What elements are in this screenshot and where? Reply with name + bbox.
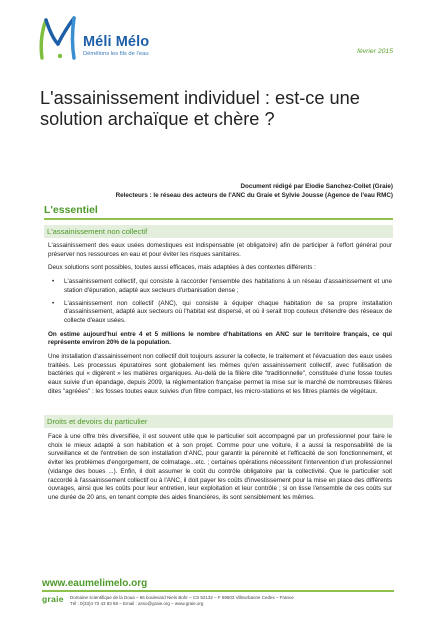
paragraph: Deux solutions sont possibles, toutes aussi efficaces, mais adaptées à des contextes différents : [48, 264, 316, 272]
paragraph: Face à une offre très diversifiée, il est souvent utile que le particulier soit accompagné par un professionnel pour faire le choix le mieux adapté à son habitation et à son projet. Comme pour une voiture, il a aussi la responsabilité de la surveillance et de l'entretien de son installation d'ANC, pour garantir la pérennité et l'efficacité de son fonctionnement, et éviter les problèmes d'engorgement, de colmatage...etc. ; certaines opérations nécessitent l'intervention d'un professionnel (vidange des boues ...). Enfin, il doit assumer le coût du contrôle obligatoire par la collectivité. Que le particulier soit raccordé à l'assainissement collectif ou à l'ANC, il doit payer les coûts d'investissement pour la mise en place des différents ouvrages, ainsi que les coûts pour leur entretien, leur exploitation et leur contrôle ; si on lisse l'ensemble de ces coûts sur une durée de 20 ans, en tenant compte des aides financières, ils sont sensiblement les mêmes. [48, 433, 392, 501]
subsection-title: Droits et devoirs du particulier [47, 416, 148, 426]
paragraph-emphasis: On estime aujourd'hui entre 4 et 5 millions le nombre d'habitations en ANC sur le territoire français, ce qui représente environ 20% de la population. [48, 330, 392, 347]
list-item: • L'assainissement collectif, qui consiste à raccorder l'ensemble des habitations à un réseau d'assainissement et une station d'épuration, adapté aux secteurs d'urbanisation dense ; [52, 278, 392, 294]
bullet-icon: • [52, 299, 55, 307]
website-link[interactable]: www.eaumelimelo.org [42, 578, 148, 589]
section-divider [44, 218, 393, 220]
authors-block [53, 182, 393, 200]
footer-address [70, 595, 400, 607]
logo-mark-icon [36, 14, 82, 62]
solutions-list [48, 278, 392, 326]
list-item: • L'assainissement non collectif (ANC), qui consiste à équiper chaque habitation de sa propre installation d'assainissement, adapté aux secteurs où l'habitat est dispersé, et où il serait trop couteux d'étendre des réseaux de collecte d'eaux usées. [52, 299, 392, 324]
subsection-header-anc [44, 225, 393, 238]
subsection-body-rights [48, 433, 392, 508]
subsection-header-rights [44, 415, 393, 428]
graie-logo: graie [42, 594, 64, 604]
author-line: Document rédigé par Elodie Sanchez-Collet (Graie) [240, 183, 393, 190]
address-line: Domaine scientifique de la Doua – 66 boulevard Niels Bohr – CS 52132 – F 69603 Villeurbanne Cedex – France [70, 595, 294, 600]
footer-divider [42, 590, 394, 592]
publication-date: février 2015 [357, 48, 393, 55]
paragraph: L'assainissement des eaux usées domestiques est indispensable (et obligatoire) afin de participer à l'effort général pour préserver nos ressources en eau et pour éviter les risques sanitaires. [48, 242, 392, 258]
logo-name: Méli Mélo [83, 34, 150, 50]
bullet-icon: • [52, 278, 55, 286]
paragraph: Une installation d'assainissement non collectif doit toujours assurer la collecte, le traitement et l'évacuation des eaux usées traitées. Les processus épuratoires sont globalement les mêmes qu'en assainissement collectif, avec l'utilisation de bactéries qui « digèrent » les matières organiques. Au-delà de la filière dite "traditionnelle", constituée d'une fosse toutes eaux suivie d'un épandage, depuis 2009, la réglementation française permet la mise sur le marché de nombreuses filières dites "agréées" : les fosses toutes eaux suivies d'un filtre compact, les micro-stations et les filtres plantés de végétaux. [48, 353, 392, 395]
logo-tagline: Démêlons les fils de l'eau [83, 51, 149, 57]
subsection-body-anc [48, 242, 392, 402]
subsection-title: L'assainissement non collectif [47, 226, 148, 236]
contact-line: Tél : 0(33)4 72 43 83 68 – Email : asso@graie.org – www.graie.org [70, 601, 204, 606]
document-title: L'assainissement individuel : est-ce une solution archaïque et chère ? [40, 88, 360, 129]
reviewers-line: Relecteurs : le réseau des acteurs de l'ANC du Graie et Sylvie Jousse (Agence de l'eau RMC) [115, 192, 393, 199]
meli-melo-logo [36, 14, 216, 66]
section-title: L'essentiel [44, 204, 98, 216]
